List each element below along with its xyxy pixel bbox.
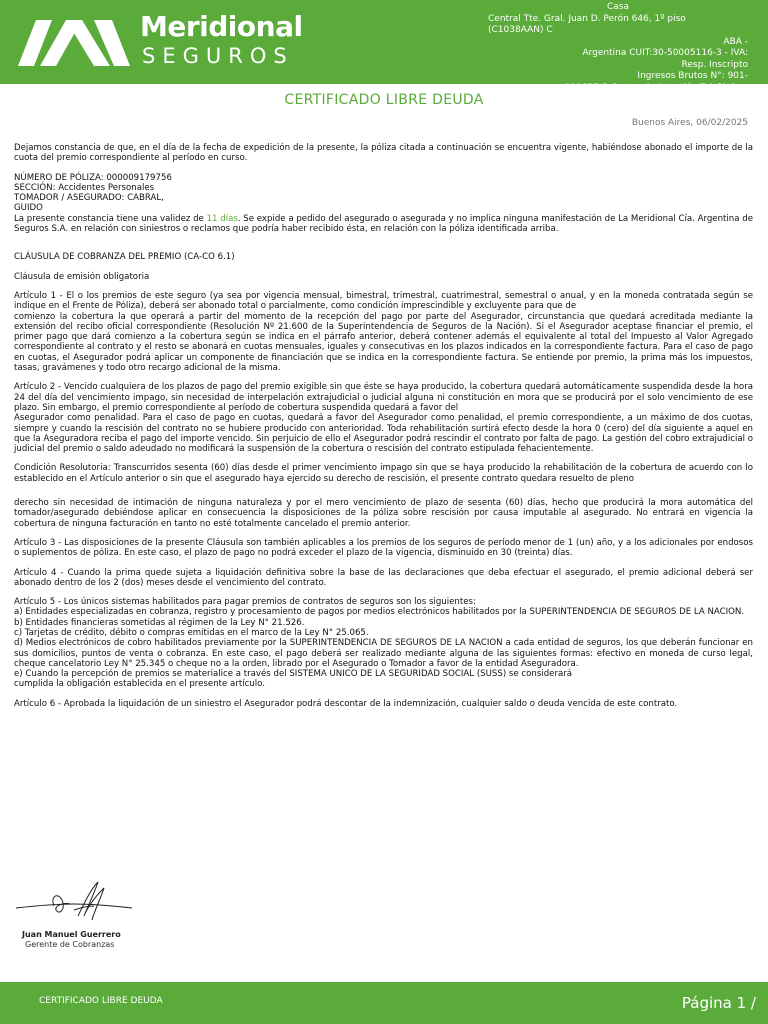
condition-part-a: Condición Resolutoria: Transcurridos sesenta (60) días desde el primer vencimiento impago sin que se haya producido la rehabilitación de la cobertura de acuerdo con lo establecido en el Artículo anterior o sin que el asegurado haya ejercido su derecho de rescisión, el presente contrato quedara resuelto de pleno — [14, 463, 753, 484]
article-2-part-b: Asegurador como penalidad. Para el caso de pago en cuotas, quedará a favor del Asegurador como penalidad, el premio correspondiente, a un máximo de dos cuotas, siempre y cuando la rescisión del contrato no se hubiere producido con anterioridad. Toda rehabilitación surtirá efecto desde la hora 0 (cero) del día siguiente a aquel en que la Aseguradora reciba el pago del importe vencido. Sin perjuicio de ello el Asegurador podrá rescindir el contrato por falta de pago. La gestión del cobro extrajudicial o judicial del premio o saldo adeudado no modificará la suspensión de la cobertura o rescisión del contrato estipulada fehacientemente. — [14, 413, 753, 455]
clause-title: CLÁUSULA DE COBRANZA DEL PREMIO (CA-CO 6.1) — [14, 252, 235, 263]
insured-label: TOMADOR / ASEGURADO: CABRAL, — [14, 193, 164, 204]
signatory-role: Gerente de Cobranzas — [25, 940, 115, 949]
article-2-part-a: Artículo 2 - Vencido cualquiera de los plazos de pago del premio exigible sin que éste se haya producido, la cobertura quedará automáticamente suspendida desde la hora 24 del día del vencimiento impago, sin necesidad de interpelación extrajudicial o judicial alguna ni constitución en mora que se producirá por el solo vencimiento de ese plazo. Sin embargo, el premio correspondiente al período de cobertura suspendida quedará a favor del — [14, 382, 753, 413]
article-1-part-b: comienzo la cobertura la que operará a partir del momento de la recepción del pago por parte del Asegurador, circunstancia que quedará acreditada mediante la extensión del recibo oficial correspondiente (Resolución Nº 21.600 de la Superintendencia de Seguros de la Nación). Si el Asegurador aceptase financiar el premio, el primer pago que dará comienzo a la cobertura según se indica en el párrafo anterior, deberá contener además el equivalente al total del Impuesto al Valor Agregado correspondiente al contrato y el resto se abonará en cuotas mensuales, iguales y consecutivas en los plazos indicados en la correspondiente factura. Para el caso de pago en cuotas, el Asegurador podrá aplicar un componente de financiación que se indica en la correspondiente factura. Se entiende por premio, la prima más los impuestos, tasas, gravámenes y todo otro recargo adicional de la misma. — [14, 311, 753, 374]
article-5-item-b: b) Entidades financieras sometidas al régimen de la Ley N° 21.526. — [14, 617, 305, 628]
address-line: Argentina CUIT:30-50005116-3 - IVA: — [582, 48, 748, 58]
page-title: CERTIFICADO LIBRE DEUDA — [284, 92, 484, 108]
article-3: Artículo 3 - Las disposiciones de la presente Cláusula son también aplicables a los premios de los seguros de período menor de 1 (un) año, y a los adicionales por endosos o suplementos de póliza. En este caso, el plazo de pago no podrá exceder el plazo de la vigencia, disminuido en 30 (treinta) días. — [14, 537, 753, 559]
policy-section: SECCIÓN: Accidentes Personales — [14, 182, 155, 193]
intro-paragraph: Dejamos constancia de que, en el día de la fecha de expedición de la presente, la póliza citada a continuación se encuentra vigente, habiéndose abonado el importe de la cuota del premio correspondiente al período en curso. — [14, 143, 753, 164]
article-5-item-e-cont: cumplida la obligación establecida en el presente artículo. — [14, 679, 265, 690]
validity-paragraph: La presente constancia tiene una validez de 11 días. Se expide a pedido del asegurado o asegurada y no implica ninguna manifestación de La Meridional Cía. Argentina de Seguros S.A. en relación con siniestros o reclamos que podría haber recibido ésta, en relación con la póliza identificada arriba. — [14, 213, 753, 235]
article-5-item-e: e) Cuando la percepción de premios se materialice a través del SISTEMA UNICO DE LA SEGURIDAD SOCIAL (SUSS) se considerará — [14, 669, 573, 680]
address-line: 913627-5 Centro de Atención Telefónica: — [564, 82, 748, 93]
address-line: Resp. Inscripto — [681, 59, 748, 70]
policy-number: NÚMERO DE PÓLIZA: 000009179756 — [14, 172, 172, 183]
address-line: ABA - — [723, 36, 748, 47]
article-5-intro: Artículo 5 - Los únicos sistemas habilitados para pagar premios de contratos de seguros son los siguientes: — [14, 597, 476, 608]
address-line: (C1038AAN) C — [488, 25, 553, 35]
article-5-item-d: d) Medios electrónicos de cobro habilitados previamente por la SUPERINTENDENCIA DE SEGUROS DE LA NACION a cada entidad de seguros, los que deberán funcionar en sus domicilios, puntos de venta o cobranza. En este caso, el pago deberá ser realizado mediante alguna de las siguientes formas: efectivo en moneda de curso legal, cheque cancelatorio Ley N° 25.345 o cheque no a la orden, librado por el Asegurado o Tomador a favor de la entidad Aseguradora. — [14, 638, 753, 669]
article-4: Artículo 4 - Cuando la prima quede sujeta a liquidación definitiva sobre la base de las declaraciones que deba efectuar el asegurado, el premio adicional deberá ser abonado dentro de los 2 (dos) meses desde el vencimiento del contrato. — [14, 567, 753, 588]
company-address — [488, 2, 748, 94]
condition-part-b: derecho sin necesidad de intimación de ninguna naturaleza y por el mero vencimiento de plazo de sesenta (60) días, hecho que producirá la mora automática del tomador/asegurado debiéndose aplicar en consecuencia la disposiciones de la póliza sobre rescisión por causa imputable al asegurado. No entrará en vigencia la cobertura de ninguna facturación en tanto no esté totalmente cancelado el premio anterior. — [14, 498, 753, 529]
validity-days: 11 días — [206, 213, 238, 224]
meridional-logo-icon — [18, 12, 130, 66]
address-line: Central Tte. Gral. Juan D. Perón 646, 1º piso — [488, 13, 686, 24]
clause-subtitle: Cláusula de emisión obligatoria — [14, 271, 150, 282]
footer-title: CERTIFICADO LIBRE DEUDA — [39, 996, 163, 1006]
issue-date: Buenos Aires, 06/02/2025 — [631, 118, 748, 128]
article-6: Artículo 6 - Aprobada la liquidación de un siniestro el Asegurador podrá descontar de la indemnización, cualquier saldo o deuda vencida de este contrato. — [14, 698, 678, 709]
article-1-part-a: Artículo 1 - El o los premios de este seguro (ya sea por vigencia mensual, bimestral, trimestral, cuatrimestral, semestral o anual, y en la moneda contratada según se indique en el Frente de Póliza), deberá ser abonado total o parcialmente, como condición imprescindible y excluyente para que de — [14, 290, 753, 312]
document-body — [14, 143, 753, 718]
address-line: Ingresos Brutos N°: 901- — [637, 71, 748, 81]
page-number: Página 1 / — [681, 994, 756, 1012]
footer-bar — [0, 982, 768, 1024]
signatory-name: Juan Manuel Guerrero — [22, 930, 121, 939]
insured-name: GUIDO — [14, 203, 43, 214]
article-5-item-c: c) Tarjetas de crédito, débito o compras emitidas en el marco de la Ley N° 25.065. — [14, 627, 369, 638]
header-banner — [0, 0, 768, 93]
brand-sub: SEGUROS — [142, 44, 294, 68]
article-5-item-a: a) Entidades especializadas en cobranza, registro y procesamiento de pagos por medios electrónicos habilitados por la SUPERINTENDENCIA DE SEGUROS DE LA NACION. — [14, 607, 745, 618]
address-line: Casa — [606, 2, 629, 12]
brand-name: Meridional — [140, 10, 303, 43]
